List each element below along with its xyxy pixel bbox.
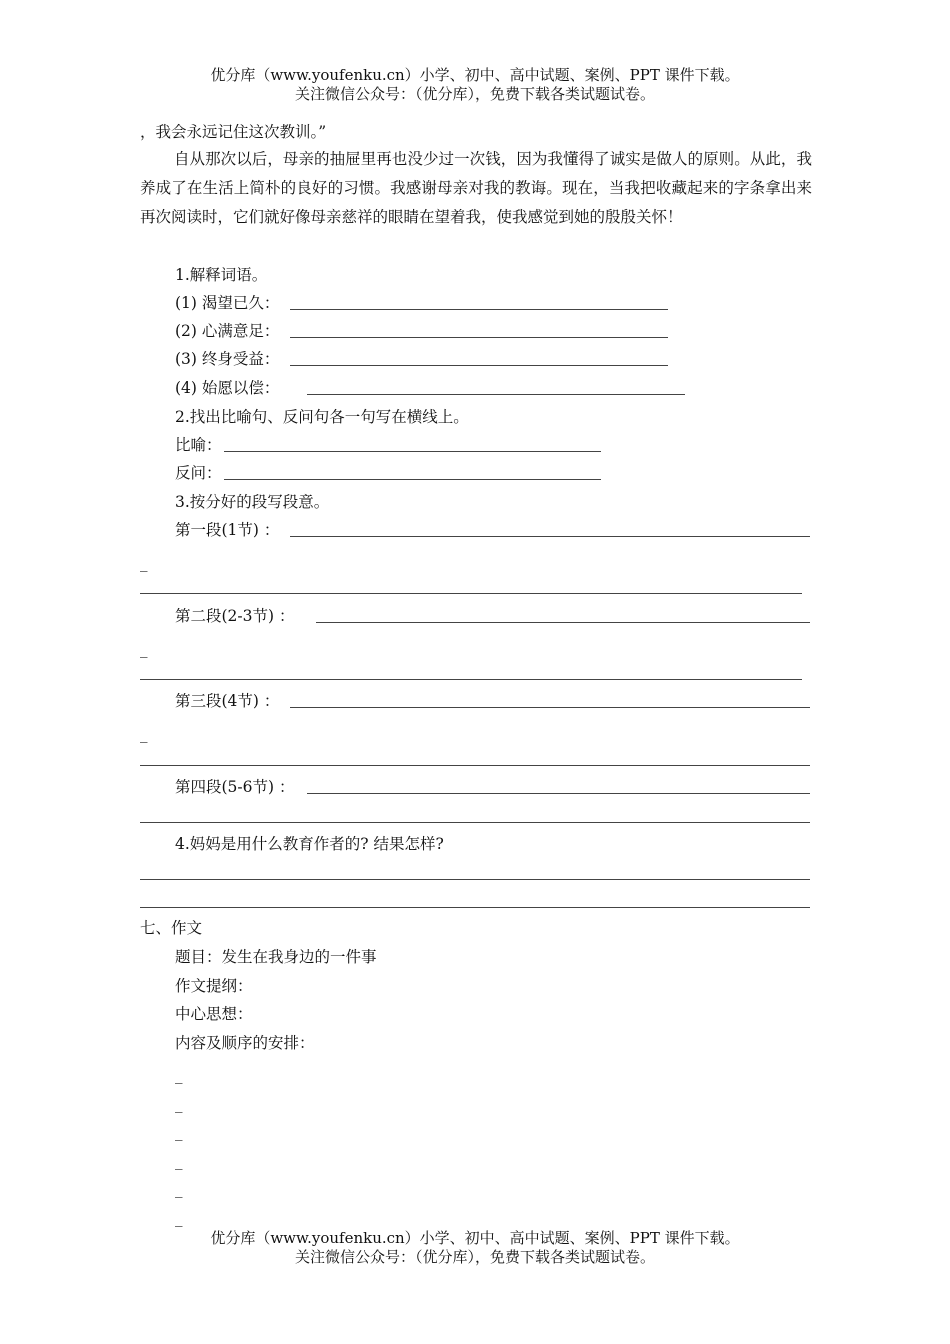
q2-metaphor-label: 比喻： [175, 436, 222, 454]
header-line-1: 优分库（www.youfenku.cn）小学、初中、高中试题、案例、PPT 课件下载。 [210, 66, 740, 84]
composition-topic: 题目：发生在我身边的一件事 [175, 948, 377, 966]
composition-dash-2: _ [175, 1095, 183, 1113]
q3-para4-line-2[interactable] [140, 822, 810, 823]
composition-dash-3: _ [175, 1123, 183, 1141]
q1-answer-line-3[interactable] [290, 365, 668, 366]
q2-rhetorical-label: 反问： [175, 464, 222, 482]
q4-title: 4.妈妈是用什么教育作者的? 结果怎样? [175, 835, 444, 853]
q3-para4-label: 第四段(5-6节) ： [175, 778, 295, 796]
q1-answer-line-4[interactable] [307, 394, 685, 395]
footer-line-1: 优分库（www.youfenku.cn）小学、初中、高中试题、案例、PPT 课件下载。 [210, 1229, 740, 1247]
passage-continuation: ，我会永远记住这次教训。” [140, 123, 327, 141]
q3-para3-line[interactable] [290, 707, 810, 708]
composition-dash-4: _ [175, 1152, 183, 1170]
q1-title: 1.解释词语。 [175, 266, 268, 284]
composition-dash-6: _ [175, 1209, 183, 1227]
q2-title: 2.找出比喻句、反问句各一句写在横线上。 [175, 408, 469, 426]
header-line-2: 关注微信公众号：（优分库），免费下载各类试题试卷。 [294, 85, 655, 103]
q3-para3-label: 第三段(4节) ： [175, 692, 280, 710]
q3-para2-line[interactable] [316, 622, 810, 623]
passage-final-paragraph: 自从那次以后，母亲的抽屉里再也没少过一次钱，因为我懂得了诚实是做人的原则。从此，我养成了在生活上简朴的良好的习惯。我感谢母亲对我的教诲。现在，当我把收藏起来的字条拿出来再次阅读时，它们就好像母亲慈祥的眼睛在望着我，使我感觉到她的殷殷关怀！ [140, 150, 812, 226]
q4-answer-line-1[interactable] [140, 879, 810, 880]
q3-para3-line-2[interactable] [140, 765, 810, 766]
q1-item-4: (4) 始愿以偿： [175, 379, 280, 397]
q3-para2-line-2[interactable] [140, 679, 802, 680]
composition-dash-1: _ [175, 1066, 183, 1084]
q3-para2-label: 第二段(2-3节) ： [175, 607, 295, 625]
q1-answer-line-1[interactable] [290, 309, 668, 310]
composition-arrangement-label: 内容及顺序的安排： [175, 1034, 315, 1052]
q2-rhetorical-line[interactable] [224, 479, 601, 480]
composition-dash-5: _ [175, 1180, 183, 1198]
q1-item-2: (2) 心满意足： [175, 322, 280, 340]
q2-metaphor-line[interactable] [224, 451, 601, 452]
composition-central-idea-label: 中心思想： [175, 1005, 253, 1023]
q3-para3-dash: _ [140, 725, 148, 743]
q1-answer-line-2[interactable] [290, 337, 668, 338]
composition-outline-label: 作文提纲： [175, 977, 253, 995]
q3-para2-dash: _ [140, 640, 148, 658]
footer-line-2: 关注微信公众号：（优分库），免费下载各类试题试卷。 [294, 1248, 655, 1266]
q3-title: 3.按分好的段写段意。 [175, 493, 330, 511]
q3-para1-line-2[interactable] [140, 593, 802, 594]
q1-item-1: (1) 渴望已久： [175, 294, 280, 312]
q3-para1-label: 第一段(1节) ： [175, 521, 280, 539]
q1-item-3: (3) 终身受益： [175, 350, 280, 368]
q3-para1-line[interactable] [290, 536, 810, 537]
q3-para1-dash: _ [140, 554, 148, 572]
q4-answer-line-2[interactable] [140, 907, 810, 908]
composition-section-title: 七、作文 [140, 919, 203, 937]
q3-para4-line[interactable] [307, 793, 810, 794]
